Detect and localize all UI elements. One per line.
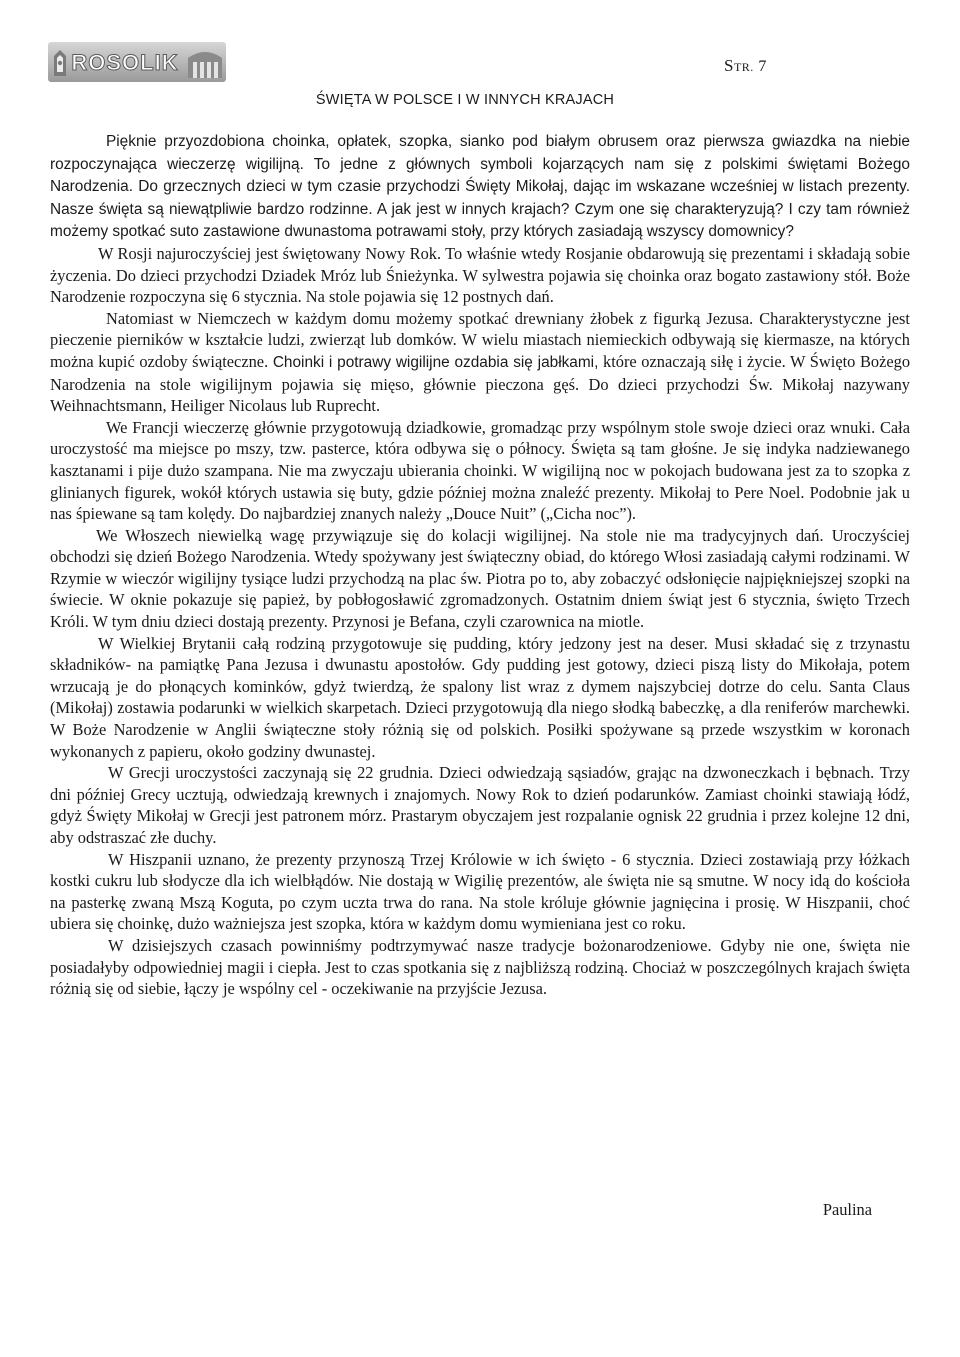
page-label-rest: TR. <box>733 60 754 74</box>
page-label-initial: S <box>724 56 734 75</box>
paragraph-germany <box>50 308 910 417</box>
paragraph-italy: We Włoszech niewielką wagę przywiązuje się do kolacji wigilijnej. Na stole nie ma tradycyjnych dań. Uroczyściej obchodzi się dzień Bożego Narodzenia. Wtedy spożywany jest świąteczny obiad, do którego Włosi zasiadają całymi rodzinami. W Rzymie w wieczór wigilijny tysiące ludzi przychodzą na plac św. Piotra po to, aby zobaczyć odsłonięcie najpiękniejszej szopki na świecie. W oknie pokazuje się papież, by pobłogosławić zgromadzonych. Ostatnim dniem świąt jest 6 stycznia, święto Trzech Króli. W tym dniu dzieci dostają prezenty. Przynosi je Befana, czyli czarownica na miotle. <box>50 525 910 632</box>
svg-text:ROSOLIK: ROSOLIK <box>71 50 179 75</box>
page-number <box>724 56 767 76</box>
paragraph-russia: W Rosji najuroczyściej jest świętowany Nowy Rok. To właśnie wtedy Rosjanie obdarowują się prezentami i składają sobie życzenia. Do dzieci przychodzi Dziadek Mróz lub Śnieżynka. W sylwestra pojawia się choinka oraz bogato zastawiony stół. Boże Narodzenie rozpoczyna się 6 stycznia. Na stole pojawia się 12 postnych dań. <box>50 243 910 307</box>
paragraph-germany-part1: Natomiast w Niemczech w każdym domu możemy spotkać drewniany żłobek z figurką Jezusa. Charakterystyczne jest pieczenie pierników w kształcie ludzi, zwierząt lub domków. W wielu miastach niemieckich odbywają się kiermasze, na których można kupić ozdoby świąteczne. <box>50 308 910 371</box>
page-number-value: 7 <box>758 58 767 75</box>
paragraph-conclusion: W dzisiejszych czasach powinniśmy podtrzymywać nasze tradycje bożonarodzeniowe. Gdyby nie one, święta nie posiadałyby odpowiedniej magii i ciepła. Jest to czas spotkania się z najbliższą rodziną. Chociaż w poszczególnych krajach święta różnią się od siebie, łączy je wspólny cel - oczekiwanie na przyjście Jezusa. <box>50 935 910 999</box>
paragraph-spain: W Hiszpanii uznano, że prezenty przynoszą Trzej Królowie w ich święto - 6 stycznia. Dzieci zostawiają przy łóżkach kostki cukru lub słodycze dla ich wielbłądów. Nie dostają w Wigilię prezentów, ale święta nie są smutne. W nocy idą do kościoła na pasterkę zwaną Mszą Koguta, po czym uczta trwa do rana. Na stole króluje głównie jagnięcina i prosię. W Hiszpanii, choć ubiera się choinkę, dużo ważniejsza jest szopka, która w każdym domu wymieniana jest co roku. <box>50 849 910 934</box>
paragraph-greece: W Grecji uroczystości zaczynają się 22 grudnia. Dzieci odwiedzają sąsiadów, grając na dzwoneczkach i bębnach. Trzy dni później Grecy ucztują, odwiedzają krewnych i znajomych. Nowy Rok to dzień podarunków. Zamiast choinki stawiają łódź, gdyż Święty Mikołaj w Grecji jest patronem mórz. Prastarym obyczajem jest rozpalanie ognisk 22 grudnia i przez kolejne 12 dni, aby odstraszać złe duchy. <box>50 763 910 847</box>
author-signature: Paulina <box>822 1200 872 1219</box>
paragraph-france: We Francji wieczerzę głównie przygotowują dziadkowie, gromadząc przy wspólnym stole swoje dzieci oraz wnuki. Cała uroczystość ma miejsce po mszy, tzw. pasterce, która odbywa się o północy. Święta są tam głośne. Je się indyka nadziewanego kasztanami i pije dużo szampana. Nie ma zwyczaju ubierania choinki. W wigilijną noc w pokojach budowana jest za to szopka z glinianych figurek, wokół których ustawia się buty, gdzie później można znaleźć prezenty. Mikołaj to Pere Noel. Podobnie jak u nas śpiewane są tam kolędy. Do najbardziej znanych należy „Douce Nuit” („Cicha noc”). <box>50 417 910 524</box>
paragraph-poland-intro: Pięknie przyozdobiona choinka, opłatek, szopka, sianko pod białym obrusem oraz pierwsza gwiazdka na niebie rozpoczynająca wieczerzę wigilijną. To jedne z głównych symboli kojarzących nam się z polskimi świętami Bożego Narodzenia. Do grzecznych dzieci w tym czasie przychodzi Święty Mikołaj, dając im wskazane wcześniej w listach prezenty. <box>50 133 910 196</box>
rosolik-logo-graphic <box>48 42 226 82</box>
paragraph-germany-part2: które oznaczają siłę i życie. W Święto Bożego Narodzenia na stole wigilijnym pojawia się mięso, głównie pieczona gęś. Do dzieci przychodzi Św. Mikołaj nazywany Weihnachtsmann, Heiliger Nicolaus lub Ruprecht. <box>50 351 911 416</box>
paragraph-poland-questions: Nasze święta są niewątpliwie bardzo rodzinne. A jak jest w innych krajach? Czym one się charakteryzują? I czy tam również możemy spotkać suto zastawione dwunastoma potrawami stoły, przy których zasiadają wszyscy domownicy? <box>50 200 910 241</box>
article-body <box>50 130 910 1000</box>
article-title: ŚWIĘTA W POLSCE I W INNYCH KRAJACH <box>315 92 615 108</box>
paragraph-germany-apples: Choinki i potrawy wigilijne ozdabia się jabłkami, <box>272 353 599 371</box>
rosolik-logo <box>48 42 226 82</box>
paragraph-poland <box>50 130 910 243</box>
paragraph-britain: W Wielkiej Brytanii całą rodziną przygotowuje się pudding, który jedzony jest na deser. Musi składać się z trzynastu składników- na pamiątkę Pana Jezusa i dwunastu apostołów. Gdy pudding jest gotowy, dzieci piszą listy do Mikołaja, potem wrzucają je do płonących kominków, gdyż twierdzą, że spalony list wraz z dymem najszybciej dotrze do celu. Santa Claus (Mikołaj) zostawia podarunki w wielkich skarpetach. Dzieci przygotowują dla niego słodką babeczkę, a dla reniferów marchewki. W Boże Narodzenie w Anglii świąteczne stoły różnią się od polskich. Posiłki spożywane są przede wszystkim w koronach wykonanych z papieru, około godziny dwunastej. <box>50 633 910 761</box>
